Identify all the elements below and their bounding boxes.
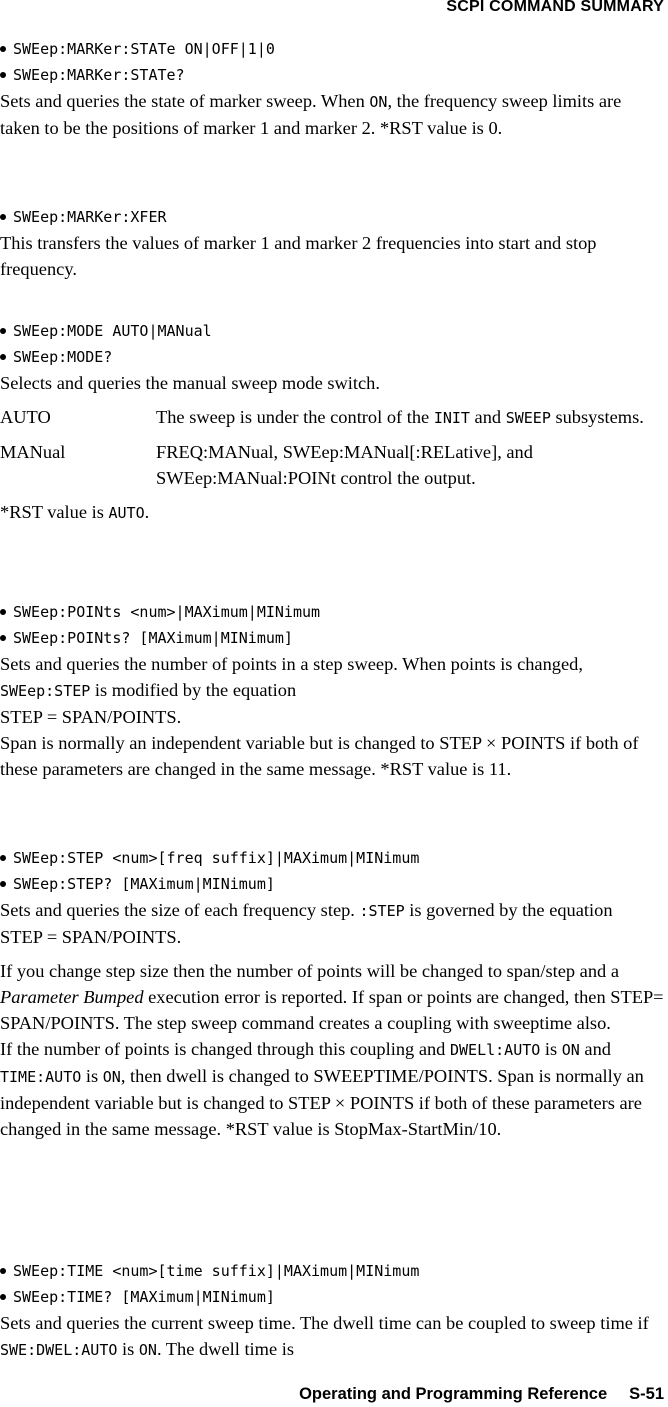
command-syntax: SWEep:MARKer:STATe ON|OFF|1|0 [0,36,664,62]
definition-manual [0,439,664,491]
running-header: SCPI COMMAND SUMMARY [446,0,664,15]
bullet-icon [0,328,6,334]
command-syntax: SWEep:STEP <num>[freq suffix]|MAXimum|MINimum [0,845,664,871]
description: Selects and queries the manual sweep mode switch. [0,373,380,393]
equation: STEP = SPAN/POINTS. [0,707,182,727]
section-sweep-step [0,845,664,1142]
bullet-icon [0,72,6,78]
bullet-icon [0,855,6,861]
description: Sets and queries the current sweep time. The dwell time can be coupled to sweep time if SWE:DWEL:AUTO is ON. The dwell time is [0,1313,649,1359]
bullet-icon [0,354,6,360]
command-query: SWEep:MODE? [0,344,664,370]
page-number: S-51 [629,1385,664,1403]
section-marker-xfer [0,204,664,282]
bullet-icon [0,1294,6,1300]
section-sweep-time [0,1258,664,1363]
command-syntax: SWEep:POINts <num>|MAXimum|MINimum [0,599,664,625]
command-syntax: SWEep:MODE AUTO|MANual [0,318,664,344]
description-continued: Span is normally an independent variable but is changed to STEP × POINTS if both of these parameters are changed in the same message. *RST value is 11. [0,733,639,779]
dwell-paragraph: If the number of points is changed through this coupling and DWELl:AUTO is ON and TIME:AUTO is ON, then dwell is changed to SWEEPTIME/POINTS. Span is normally an independent variable but is changed to STEP × POINTS if both of these parameters are changed in the same message. *RST value is StopMax-StartMin/10. [0,1039,644,1139]
definition: The sweep is under the control of the INIT and SWEEP subsystems. [156,407,644,427]
section-sweep-points [0,599,664,782]
description: Sets and queries the size of each frequency step. :STEP is governed by the equation [0,900,613,920]
bullet-icon [0,609,6,615]
bullet-icon [0,635,6,641]
command-query: SWEep:MARKer:STATe? [0,62,664,88]
description: This transfers the values of marker 1 and marker 2 frequencies into start and stop frequency. [0,233,597,279]
rst-value: *RST value is AUTO. [0,502,150,522]
equation: STEP = SPAN/POINTS. [0,927,182,947]
term: MANual [0,442,66,462]
command-query: SWEep:POINts? [MAXimum|MINimum] [0,625,664,651]
bullet-icon [0,881,6,887]
page-footer: Operating and Programming Reference S-51 [299,1385,664,1403]
term: AUTO [0,407,51,427]
description: Sets and queries the number of points in a step sweep. When points is changed, SWEep:STEP is modified by the equation [0,654,583,700]
bullet-icon [0,1268,6,1274]
bullet-icon [0,46,6,52]
description: Sets and queries the state of marker sweep. When ON, the frequency sweep limits are taken to be the positions of marker 1 and marker 2. *RST value is 0. [0,91,622,138]
command-query: SWEep:TIME? [MAXimum|MINimum] [0,1284,664,1310]
command-syntax: SWEep:MARKer:XFER [0,204,664,230]
coupling-paragraph: If you change step size then the number of points will be changed to span/step and a Parameter Bumped execution error is reported. If span or points are changed, then STEP= SPAN/POINTS. The step sweep command creates a coupling with sweeptime also. [0,961,664,1033]
command-syntax: SWEep:TIME <num>[time suffix]|MAXimum|MINimum [0,1258,664,1284]
definition-auto [0,404,664,431]
command-query: SWEep:STEP? [MAXimum|MINimum] [0,871,664,897]
definition: FREQ:MANual, SWEep:MANual[:RELative], and SWEep:MANual:POINt control the output. [156,442,533,488]
section-marker-state [0,36,664,141]
bullet-icon [0,214,6,220]
section-sweep-mode [0,318,664,526]
